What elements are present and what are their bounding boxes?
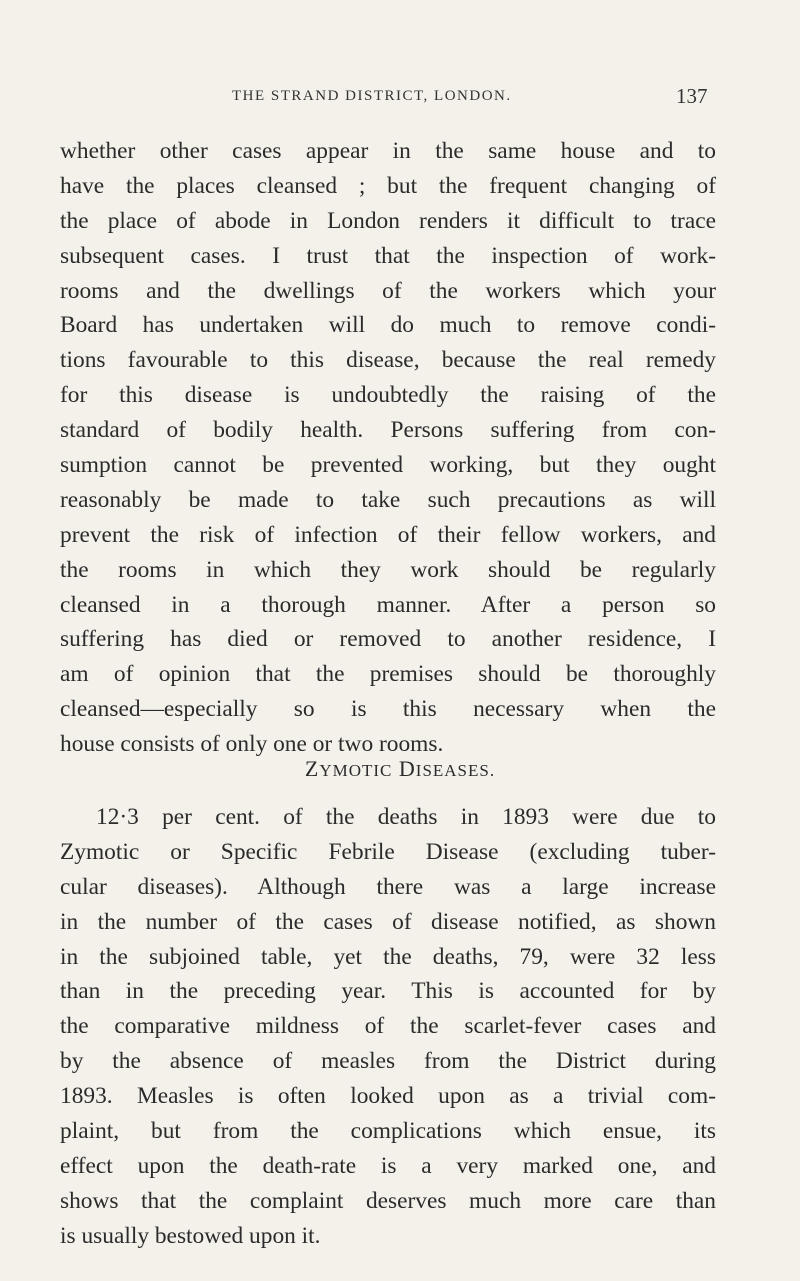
text-line: is usually bestowed upon it. [60,1222,321,1249]
text-line: 12·3 per cent. of the deaths in 1893 were due to [96,804,716,830]
text-line: the rooms in which they work should be regularly [60,556,716,583]
text-line: cular diseases). Although there was a large increase [60,873,716,900]
text-line: 1893. Measles is often looked upon as a trivial com- [60,1083,716,1110]
text-line: for this disease is undoubtedly the raising of the [60,382,716,409]
text-line: Board has undertaken will do much to remove condi- [60,312,716,339]
text-line: cleansed—especially so is this necessary when the [60,696,716,723]
text-line: the place of abode in London renders it difficult to trace [60,207,716,234]
text-line: have the places cleansed ; but the frequent changing of [60,172,716,199]
text-line: sumption cannot be prevented working, but they ought [60,452,716,479]
text-line: whether other cases appear in the same house and to [60,138,716,164]
heading-small-caps: ISEASES. [415,761,496,780]
text-line: rooms and the dwellings of the workers which your [60,277,716,304]
text-line: tions favourable to this disease, because the real remedy [60,347,716,374]
text-line: reasonably be made to take such precautions as will [60,486,716,513]
heading-cap: Z [304,756,320,781]
text-line: am of opinion that the premises should be thoroughly [60,661,716,688]
heading-cap: D [398,756,416,781]
paragraph-consumption [60,134,716,762]
running-head: THE STRAND DISTRICT, LONDON. [232,88,512,104]
page-number: 137 [676,84,708,108]
text-line: Zymotic or Specific Febrile Disease (excluding tuber- [60,838,716,865]
text-line: suffering has died or removed to another residence, I [60,626,716,653]
text-line: cleansed in a thorough manner. After a person so [60,591,716,618]
text-line: than in the preceding year. This is accounted for by [60,978,716,1005]
text-line: shows that the complaint deserves much more care than [60,1187,716,1214]
text-line: effect upon the death-rate is a very marked one, and [60,1152,716,1179]
text-line: prevent the risk of infection of their fellow workers, and [60,521,716,548]
heading-small-caps: YMOTIC [319,761,393,780]
text-line: the comparative mildness of the scarlet-fever cases and [60,1013,716,1040]
text-line: subsequent cases. I trust that the inspection of work- [60,242,716,269]
paragraph-zymotic-diseases [60,800,716,1254]
section-heading [0,756,800,782]
text-line: in the number of the cases of disease notified, as shown [60,908,716,935]
text-line: standard of bodily health. Persons suffering from con- [60,417,716,444]
text-line: house consists of only one or two rooms. [60,731,444,758]
text-line: plaint, but from the complications which ensue, its [60,1118,716,1145]
text-line: by the absence of measles from the District during [60,1048,716,1075]
text-line: in the subjoined table, yet the deaths, 79, were 32 less [60,943,716,970]
